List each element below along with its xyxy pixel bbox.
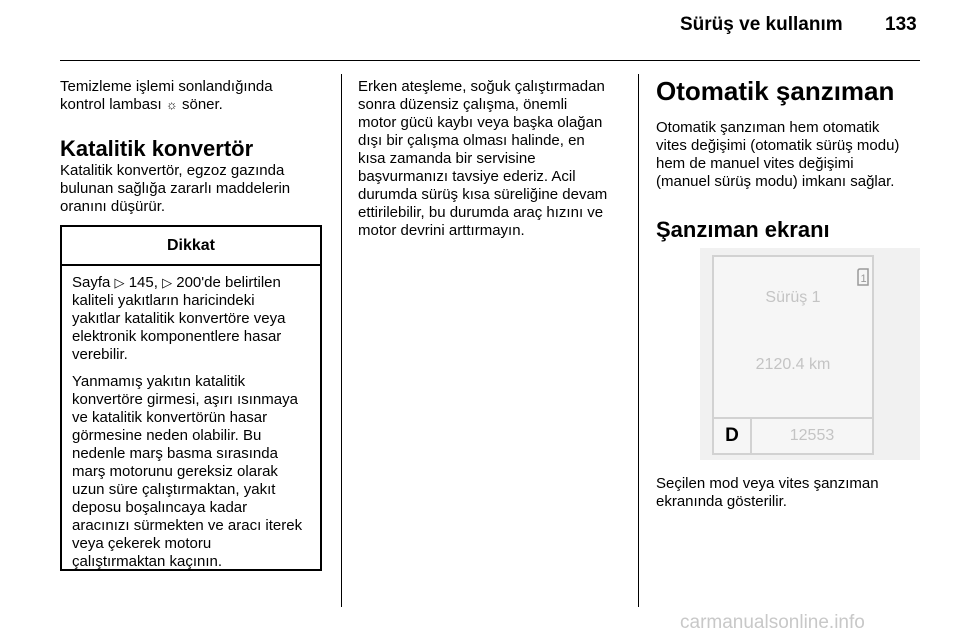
- display-divider: [714, 417, 872, 419]
- page-number: 133: [885, 14, 917, 35]
- indicator-lamp-icon: ☼: [165, 97, 178, 112]
- section-title-transmission-display: Şanzıman ekranı: [656, 217, 830, 242]
- text-line: dışı bir çalışma olması halinde, en: [358, 132, 585, 149]
- intro-line: [60, 96, 325, 114]
- column-divider-1: [341, 74, 342, 607]
- left-column: [60, 78, 325, 216]
- text-line: elektronik komponentlere hasar: [72, 328, 282, 345]
- page-ref-arrow-icon: ▷: [162, 275, 173, 290]
- display-gear-indicator: D: [725, 425, 739, 446]
- header-rule: [60, 60, 920, 61]
- text-line: Yanmamış yakıtın katalitik: [72, 373, 246, 390]
- display-screen: [712, 255, 874, 455]
- gear-position-number: 1: [860, 273, 867, 285]
- text-line: ekranında gösterilir.: [656, 493, 787, 510]
- warning-body: [62, 274, 320, 571]
- middle-column: [358, 78, 633, 240]
- text-line: verebilir.: [72, 346, 128, 363]
- text-line: konvertöre girmesi, aşırı ısınmaya: [72, 391, 298, 408]
- right-column: [656, 76, 926, 243]
- text-line: Seçilen mod veya vites şanzıman: [656, 475, 879, 492]
- intro-text: söner.: [181, 96, 223, 113]
- display-trip-text: 2120.4 km: [755, 356, 831, 373]
- page-ref-link[interactable]: 200'de belirtilen: [176, 274, 281, 291]
- warning-box: [60, 225, 322, 571]
- intro-line: Temizleme işlemi sonlandığında: [60, 78, 273, 95]
- page-header-title: Sürüş ve kullanım: [680, 14, 843, 35]
- text-line: kısa zamanda bir servisine: [358, 150, 536, 167]
- text-line: motor devrini arttırmayın.: [358, 222, 525, 239]
- text-line: veya çekerek motoru: [72, 535, 212, 552]
- display-caption: [656, 475, 926, 511]
- text-line: (manuel sürüş modu) imkanı sağlar.: [656, 173, 895, 190]
- text-line: oranını düşürür.: [60, 198, 166, 215]
- text-line: başvurmanızı tavsiye ederiz. Acil: [358, 168, 576, 185]
- watermark: carmanualsonline.info: [680, 612, 865, 633]
- transmission-display-image: [700, 248, 920, 460]
- intro-text: kontrol lambası: [60, 96, 162, 113]
- display-odometer: 12553: [789, 427, 835, 444]
- text-line: deposu boşalıncaya kadar: [72, 499, 248, 516]
- column-divider-2: [638, 74, 639, 607]
- text-line: Otomatik şanzıman hem otomatik: [656, 119, 880, 136]
- text-line: yakıtlar katalitik konvertöre veya: [72, 310, 286, 327]
- text-line: ve katalitik konvertörün hasar: [72, 409, 268, 426]
- text-line: motor gücü kaybı veya başka olağan: [358, 114, 603, 131]
- text-line: çalıştırmaktan kaçının.: [72, 553, 223, 570]
- page-ref-link[interactable]: 145,: [128, 274, 158, 291]
- right-intro: [656, 119, 926, 191]
- gear-position-icon: [856, 267, 870, 287]
- text-line: kaliteli yakıtların haricindeki: [72, 292, 255, 309]
- section-text: [60, 162, 325, 216]
- warning-paragraph-2: [72, 373, 310, 571]
- text-line: nedenle marş basma sırasında: [72, 445, 278, 462]
- text-line: marş motorunu gereksiz olarak: [72, 463, 278, 480]
- text-line: ettirilebilir, bu durumda araç hızını ve: [358, 204, 604, 221]
- warning-paragraph-1: [72, 274, 310, 364]
- section-title-automatic-transmission: Otomatik şanzıman: [656, 76, 895, 106]
- warning-title: Dikkat: [62, 227, 320, 266]
- display-mode-text: Sürüş 1: [765, 289, 821, 306]
- text-line: aracınızı sürmekten ve aracı iterek: [72, 517, 303, 534]
- warning-ref-line: [72, 274, 310, 292]
- page-ref-arrow-icon: ▷: [114, 275, 125, 290]
- text: Sayfa: [72, 274, 111, 291]
- text-line: bulunan sağlığa zararlı maddelerin: [60, 180, 291, 197]
- text-line: Erken ateşleme, soğuk çalıştırmadan: [358, 78, 605, 95]
- text-line: durumda sürüş kısa süreliğine devam: [358, 186, 608, 203]
- section-title-catalytic: Katalitik konvertör: [60, 136, 254, 161]
- text-line: uzun süre çalıştırmaktan, yakıt: [72, 481, 276, 498]
- text-line: sonra düzensiz çalışma, önemli: [358, 96, 568, 113]
- text-line: görmesine neden olabilir. Bu: [72, 427, 262, 444]
- text-line: hem de manuel vites değişimi: [656, 155, 854, 172]
- text-line: Katalitik konvertör, egzoz gazında: [60, 162, 285, 179]
- text-line: vites değişimi (otomatik sürüş modu): [656, 137, 900, 154]
